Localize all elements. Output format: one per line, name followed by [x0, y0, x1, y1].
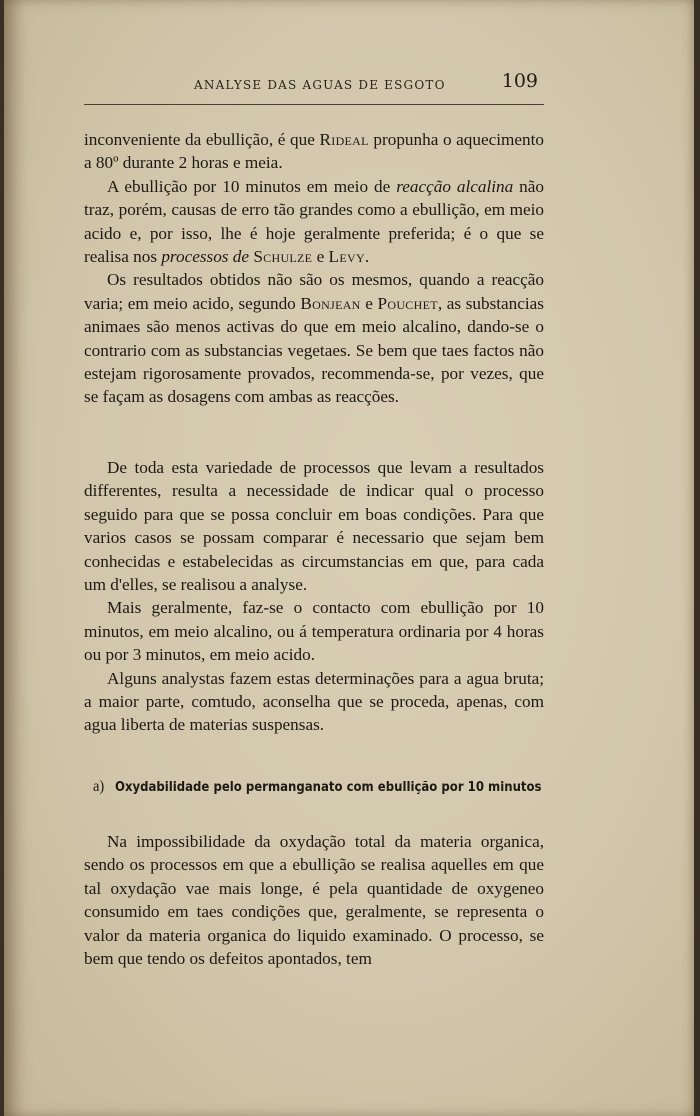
page-number: 109 [501, 70, 538, 92]
section-letter: a) [93, 778, 105, 795]
p2-emphasis-2: processos de [161, 247, 250, 267]
p3-text-2: e [360, 293, 378, 313]
author-pouchet: Pouchet [377, 293, 438, 313]
paragraph-1 [84, 128, 544, 175]
paragraph-6: Alguns analystas fazem estas determinações para a agua bruta; a maior parte, comtudo, aconselha que se proceda, apenas, com agua liberta de materias suspensas. [84, 668, 544, 735]
paragraph-4: De toda esta variedade de processos que levam a resultados differentes, resulta a necessidade de indicar qual o processo seguido para que se possa concluir em boas condições. Para que varios casos se possam comparar é necessario que sejam bem conhecidas e estabelecidas as circumstancias em que, para cada um d'elles, se realisou a analyse. [84, 458, 544, 595]
author-bonjean: Bonjean [300, 293, 361, 313]
paragraph-2 [84, 175, 544, 269]
paragraph-3 [84, 268, 544, 408]
p2-text-5: . [364, 247, 370, 267]
page-header [84, 68, 544, 102]
section-title: Oxydabilidade pelo permanganato com ebullição por 10 minutos [114, 780, 542, 795]
paragraph-5: Mais geralmente, faz-se o contacto com ebullição por 10 minutos, em meio alcalino, ou á temperatura ordinaria por 4 horas ou por 3 minutos, em meio acido. [84, 598, 544, 665]
book-page [4, 0, 694, 1116]
p1-text-2: propunha o aquecimento a 80º durante 2 horas e meia. [84, 130, 544, 173]
running-title: ANALYSE DAS AGUAS DE ESGOTO [194, 78, 446, 92]
author-schulze: Schulze [253, 247, 313, 267]
body-text-top [84, 128, 544, 409]
p2-text-2: não traz, porém, causas de erro tão grandes como a ebullição, em meio acido e, por isso, lhe é hoje geralmente preferida; é o que se realisa nos [84, 176, 544, 267]
section-heading [93, 778, 542, 796]
paragraph-7: Na impossibilidade da oxydação total da materia organica, sendo os processos em que a ebullição se realisa aquelles em que tal oxydação vae mais longe, é pela quantidade de oxygeneo consumido em taes condições que, geralmente, se representa o valor da materia organica do liquido examinado. O processo, se bem que tendo os defeitos apontados, tem [84, 832, 544, 969]
body-text-bottom [84, 830, 544, 970]
author-levy: Levy [328, 247, 365, 267]
p3-text-3: , as substancias animaes são menos activas do que em meio alcalino, dando-se o contrario com as substancias vegetaes. Se bem que taes factos não estejam rigorosamente provados, recommenda-se, por vezes, que se façam as dosagens com ambas as reacções. [84, 293, 544, 407]
body-text-middle [84, 456, 544, 737]
p2-text-4: e [312, 247, 329, 267]
p2-text-1: A ebullição por 10 minutos em meio de [107, 176, 397, 196]
author-rideal: Rideal [319, 130, 369, 149]
p2-emphasis-1: reacção alcalina [396, 176, 514, 196]
header-rule [84, 104, 544, 105]
p1-text-1: inconveniente da ebullição, é que [84, 130, 320, 149]
p3-text-1: Os resultados obtidos não são os mesmos, quando a reacção varia; em meio acido, segundo [84, 270, 544, 313]
